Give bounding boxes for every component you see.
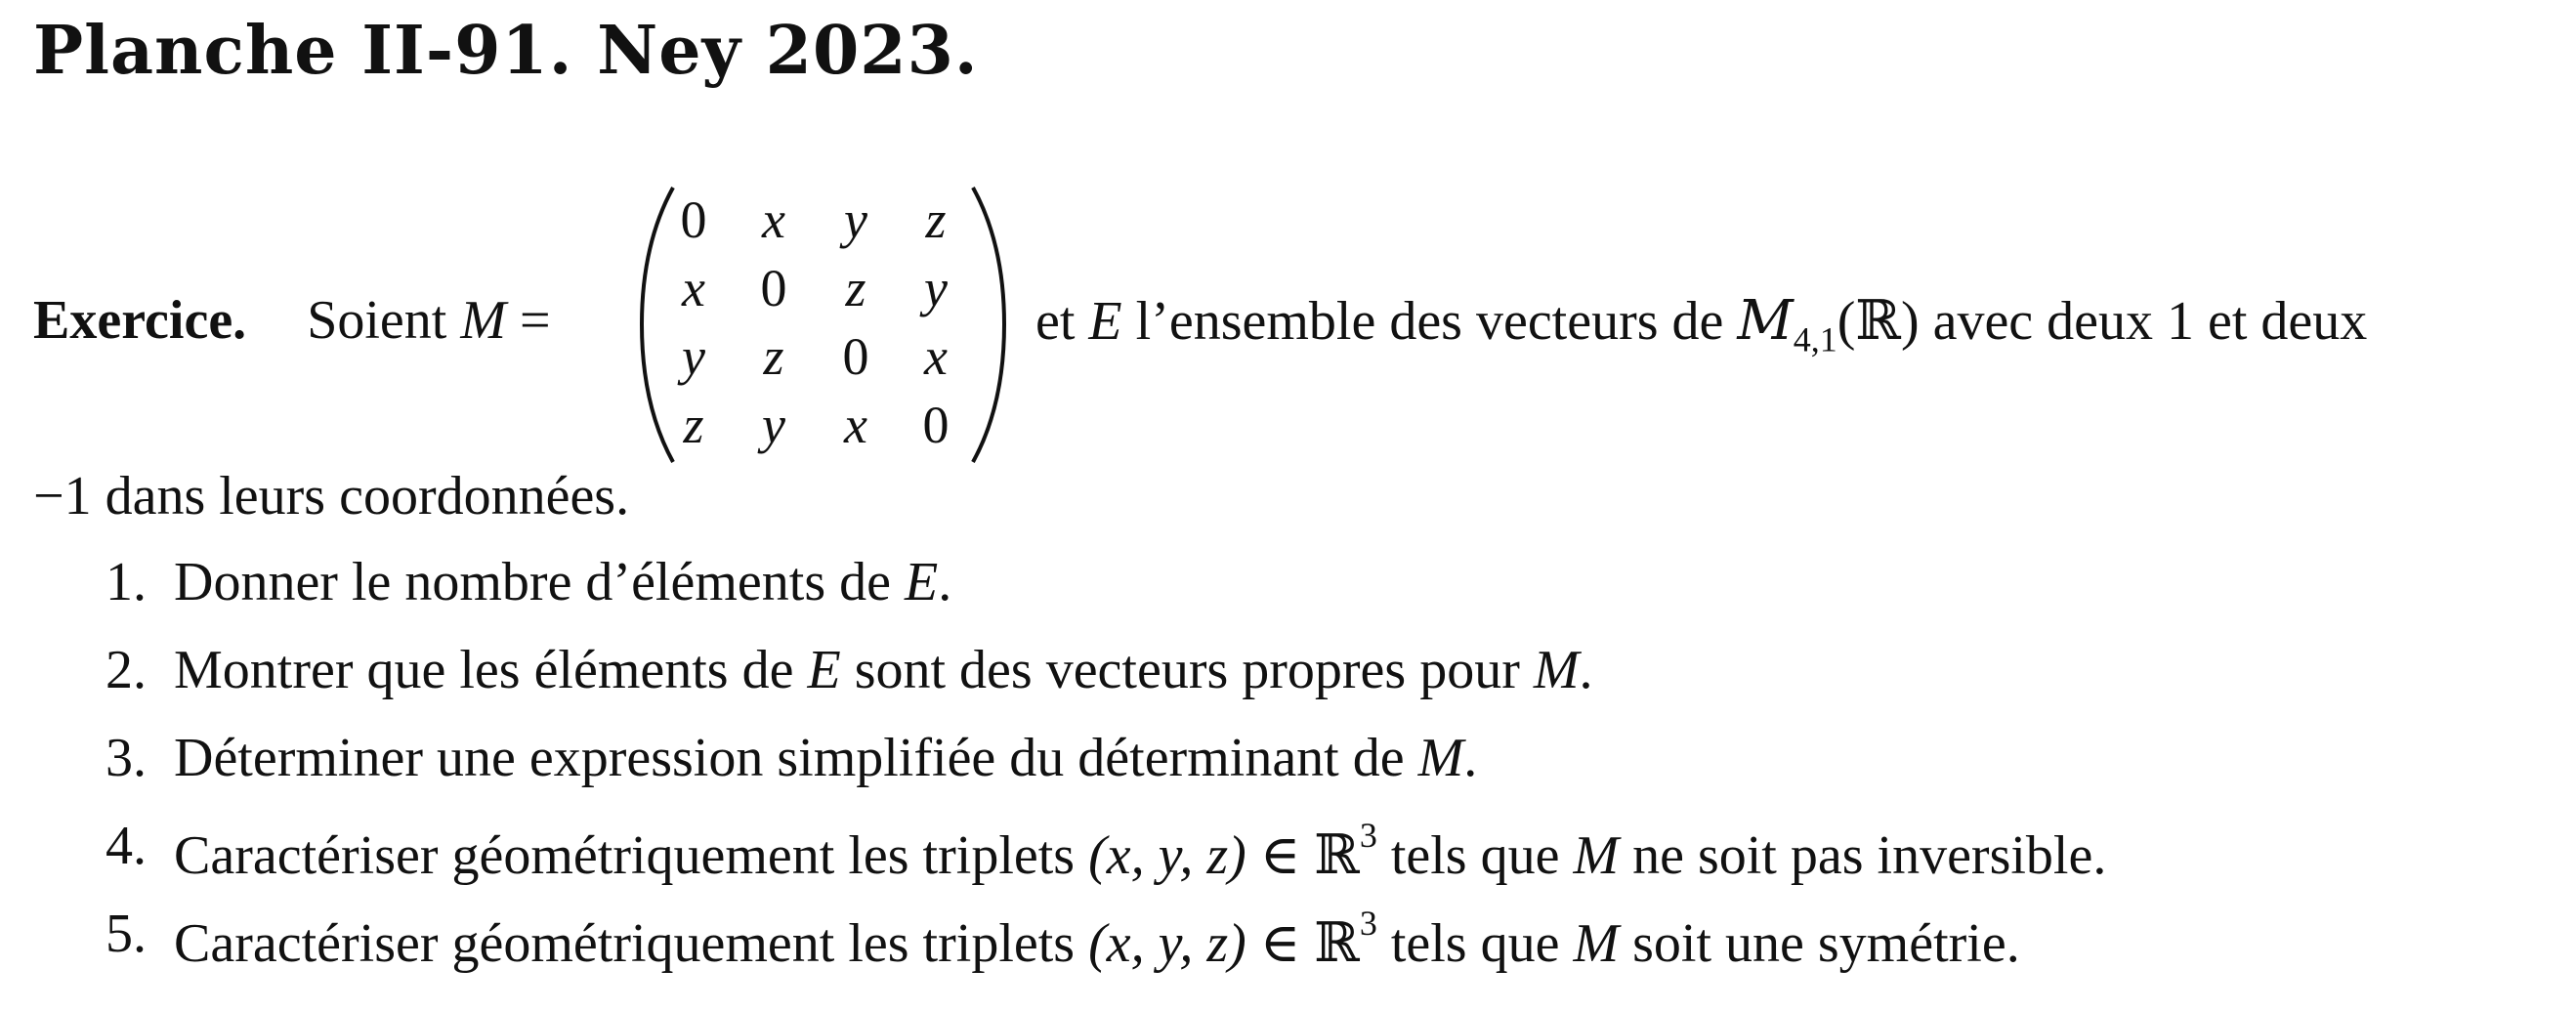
matrix-cell: y bbox=[762, 396, 785, 454]
question-text: Caractériser géométriquement les triplets (x, y, z) ∈ ℝ$^3$ tels que M soit une symétrie. bbox=[174, 904, 2020, 974]
matrix-M bbox=[640, 186, 1006, 464]
question-number: 1. bbox=[106, 552, 147, 612]
exercise-label: Exercice. bbox=[33, 290, 247, 351]
matrix-cell: y bbox=[682, 327, 705, 386]
set-symbol-E: E bbox=[1088, 291, 1122, 352]
matrix-cell: z bbox=[683, 396, 704, 454]
page-title: Planche II-91. Ney 2023. bbox=[33, 12, 979, 90]
matrix-cell: z bbox=[925, 190, 947, 249]
question-text: Caractériser géométriquement les triplets (x, y, z) ∈ ℝ$^3$ tels que M ne soit pas inversible. bbox=[174, 816, 2107, 886]
matrix-cell: x bbox=[682, 259, 705, 317]
exercise-statement-continuation bbox=[1035, 289, 2367, 360]
matrix-space-field: (ℝ) bbox=[1837, 291, 1920, 352]
matrix-space-subscript: 4,1 bbox=[1793, 319, 1837, 359]
matrix-cell: 0 bbox=[922, 396, 950, 454]
equals-sign: = bbox=[519, 290, 551, 351]
question-number: 4. bbox=[106, 816, 147, 876]
exercise-statement-line1 bbox=[33, 289, 551, 352]
matrix-symbol: M bbox=[460, 290, 506, 351]
exercise-statement-line2: −1 dans leurs coordonnées. bbox=[33, 466, 630, 527]
matrix-cell: 0 bbox=[760, 259, 787, 317]
matrix-cell: y bbox=[844, 190, 867, 249]
ensemble-text: l’ensemble des vecteurs de bbox=[1135, 291, 1724, 352]
question-text: Déterminer une expression simplifiée du déterminant de M. bbox=[174, 728, 1478, 788]
question-number: 5. bbox=[106, 904, 147, 964]
question-number: 3. bbox=[106, 728, 147, 788]
matrix-cell: z bbox=[845, 259, 866, 317]
matrix-cell: 0 bbox=[680, 190, 707, 249]
matrix-cell: x bbox=[762, 190, 785, 249]
question-number: 2. bbox=[106, 640, 147, 700]
question-text: Donner le nombre d’éléments de E. bbox=[174, 552, 952, 612]
exercise-tail-text: avec deux 1 et deux bbox=[1932, 291, 2368, 352]
matrix-cell: z bbox=[763, 327, 784, 386]
matrix-cell: x bbox=[844, 396, 867, 454]
right-parenthesis bbox=[967, 186, 1006, 464]
matrix-cell: 0 bbox=[842, 327, 869, 386]
question-text: Montrer que les éléments de E sont des vecteurs propres pour M. bbox=[174, 640, 1593, 700]
matrix-cell: y bbox=[924, 259, 948, 317]
matrix-cell: x bbox=[924, 327, 948, 386]
matrix-space-symbol: M bbox=[1737, 289, 1794, 353]
soient-text: Soient bbox=[307, 290, 447, 351]
et-text: et bbox=[1035, 291, 1076, 352]
